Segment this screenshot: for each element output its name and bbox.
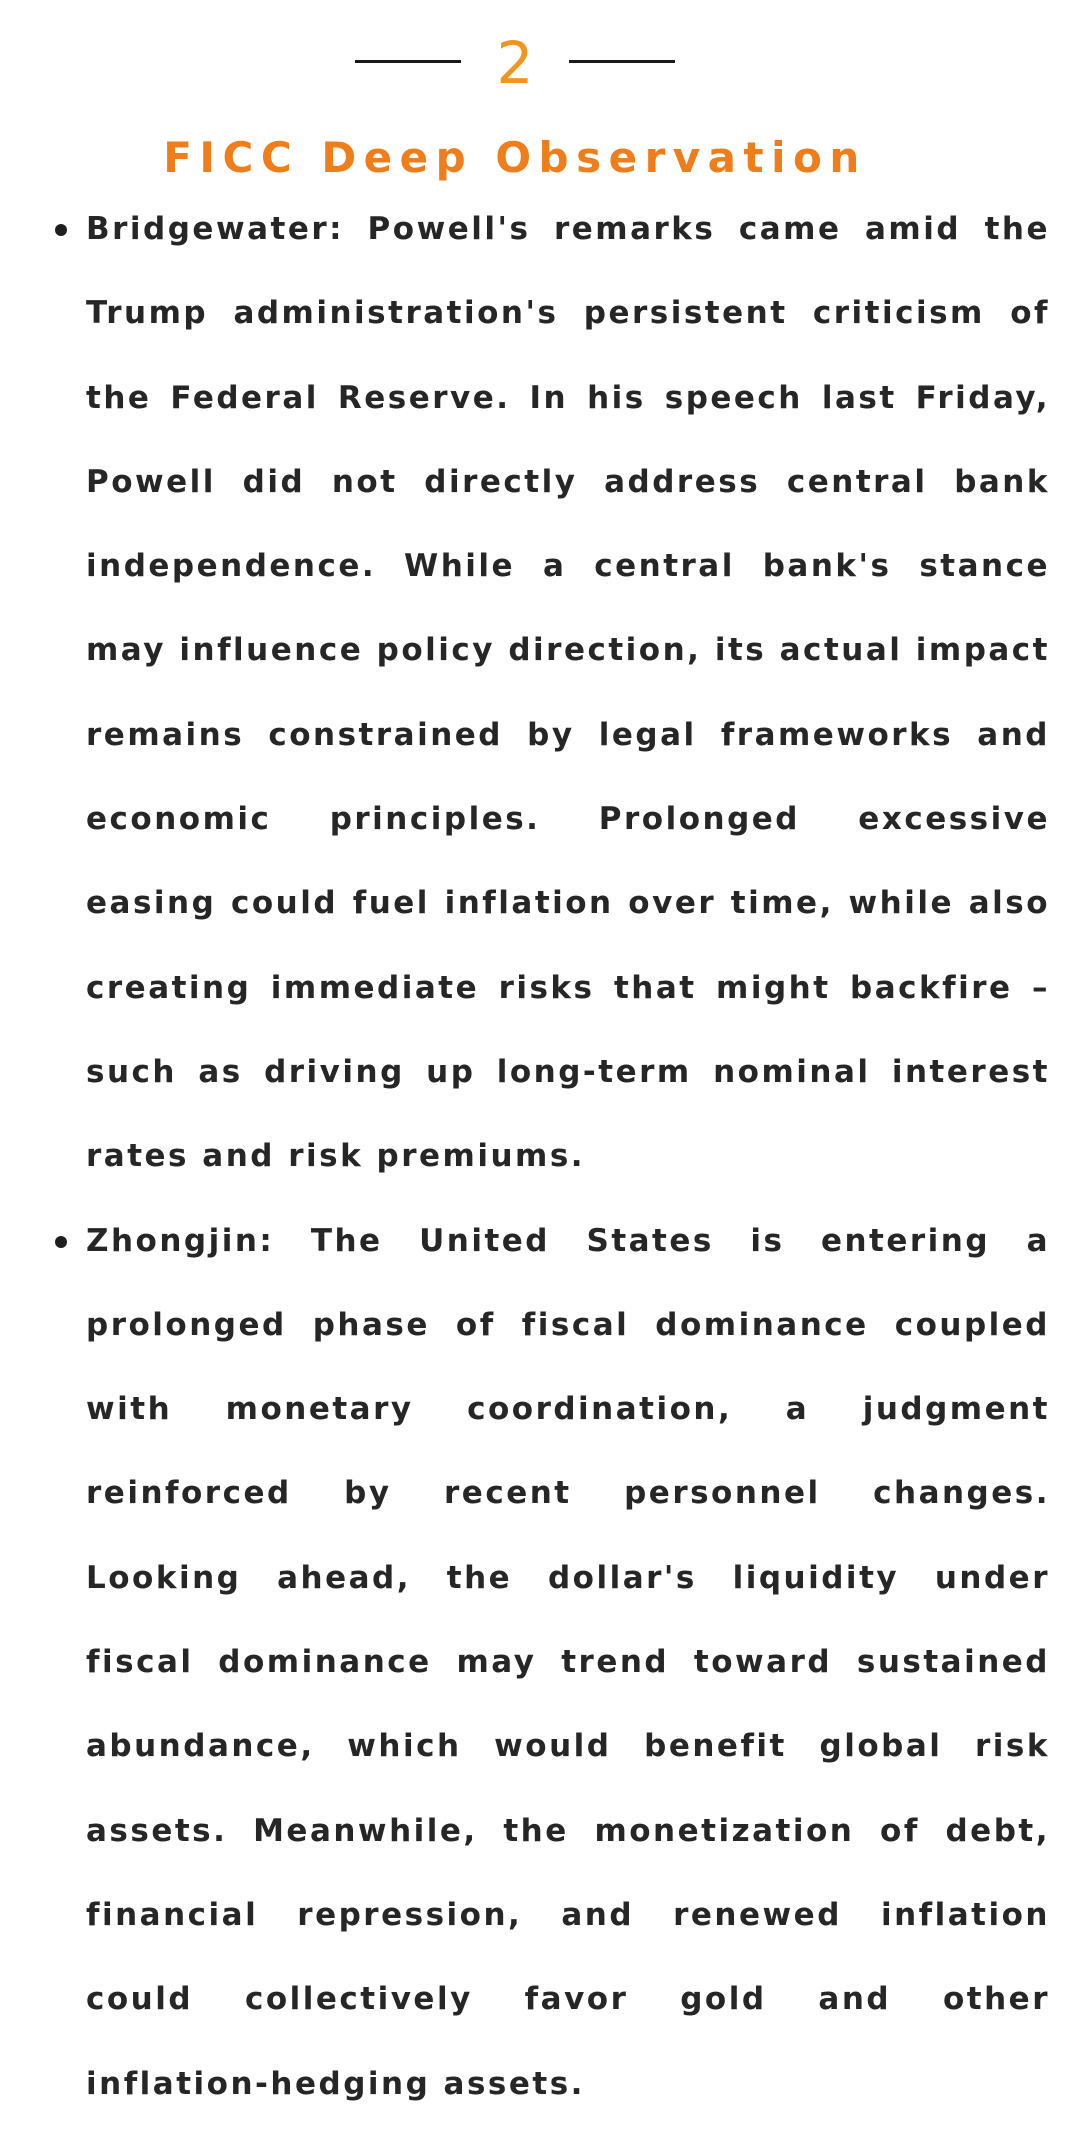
list-item: [0, 1199, 1080, 2126]
left-divider-rule: [355, 60, 461, 63]
bullet-dot-icon: [55, 1236, 67, 1248]
right-divider-rule: [569, 60, 675, 63]
section-number: 2: [496, 29, 534, 97]
list-item: [0, 187, 1080, 1199]
section-title: FICC Deep Observation: [163, 133, 867, 182]
bullet-list: [0, 187, 1080, 2126]
bullet-dot-icon: [55, 224, 67, 236]
section-number-row: [0, 22, 1030, 100]
section-header: [0, 0, 1080, 200]
bullet-text: Zhongjin: The United States is entering a prolonged phase of fiscal dominance coupled with monetary coordination, a judgment reinforced by recent personnel changes. Looking ahead, the dollar's liquidity under fiscal dominance may trend toward sustained abundance, which would benefit global risk assets. Meanwhile, the monetization of debt, financial repression, and renewed inflation could collectively favor gold and other inflation-hedging assets.: [86, 1222, 1050, 2102]
bullet-text: Bridgewater: Powell's remarks came amid the Trump administration's persistent criticism of the Federal Reserve. In his speech last Friday, Powell did not directly address central bank independence. While a central bank's stance may influence policy direction, its actual impact remains constrained by legal frameworks and economic principles. Prolonged excessive easing could fuel inflation over time, while also creating immediate risks that might backfire – such as driving up long-term nominal interest rates and risk premiums.: [86, 211, 1050, 1175]
